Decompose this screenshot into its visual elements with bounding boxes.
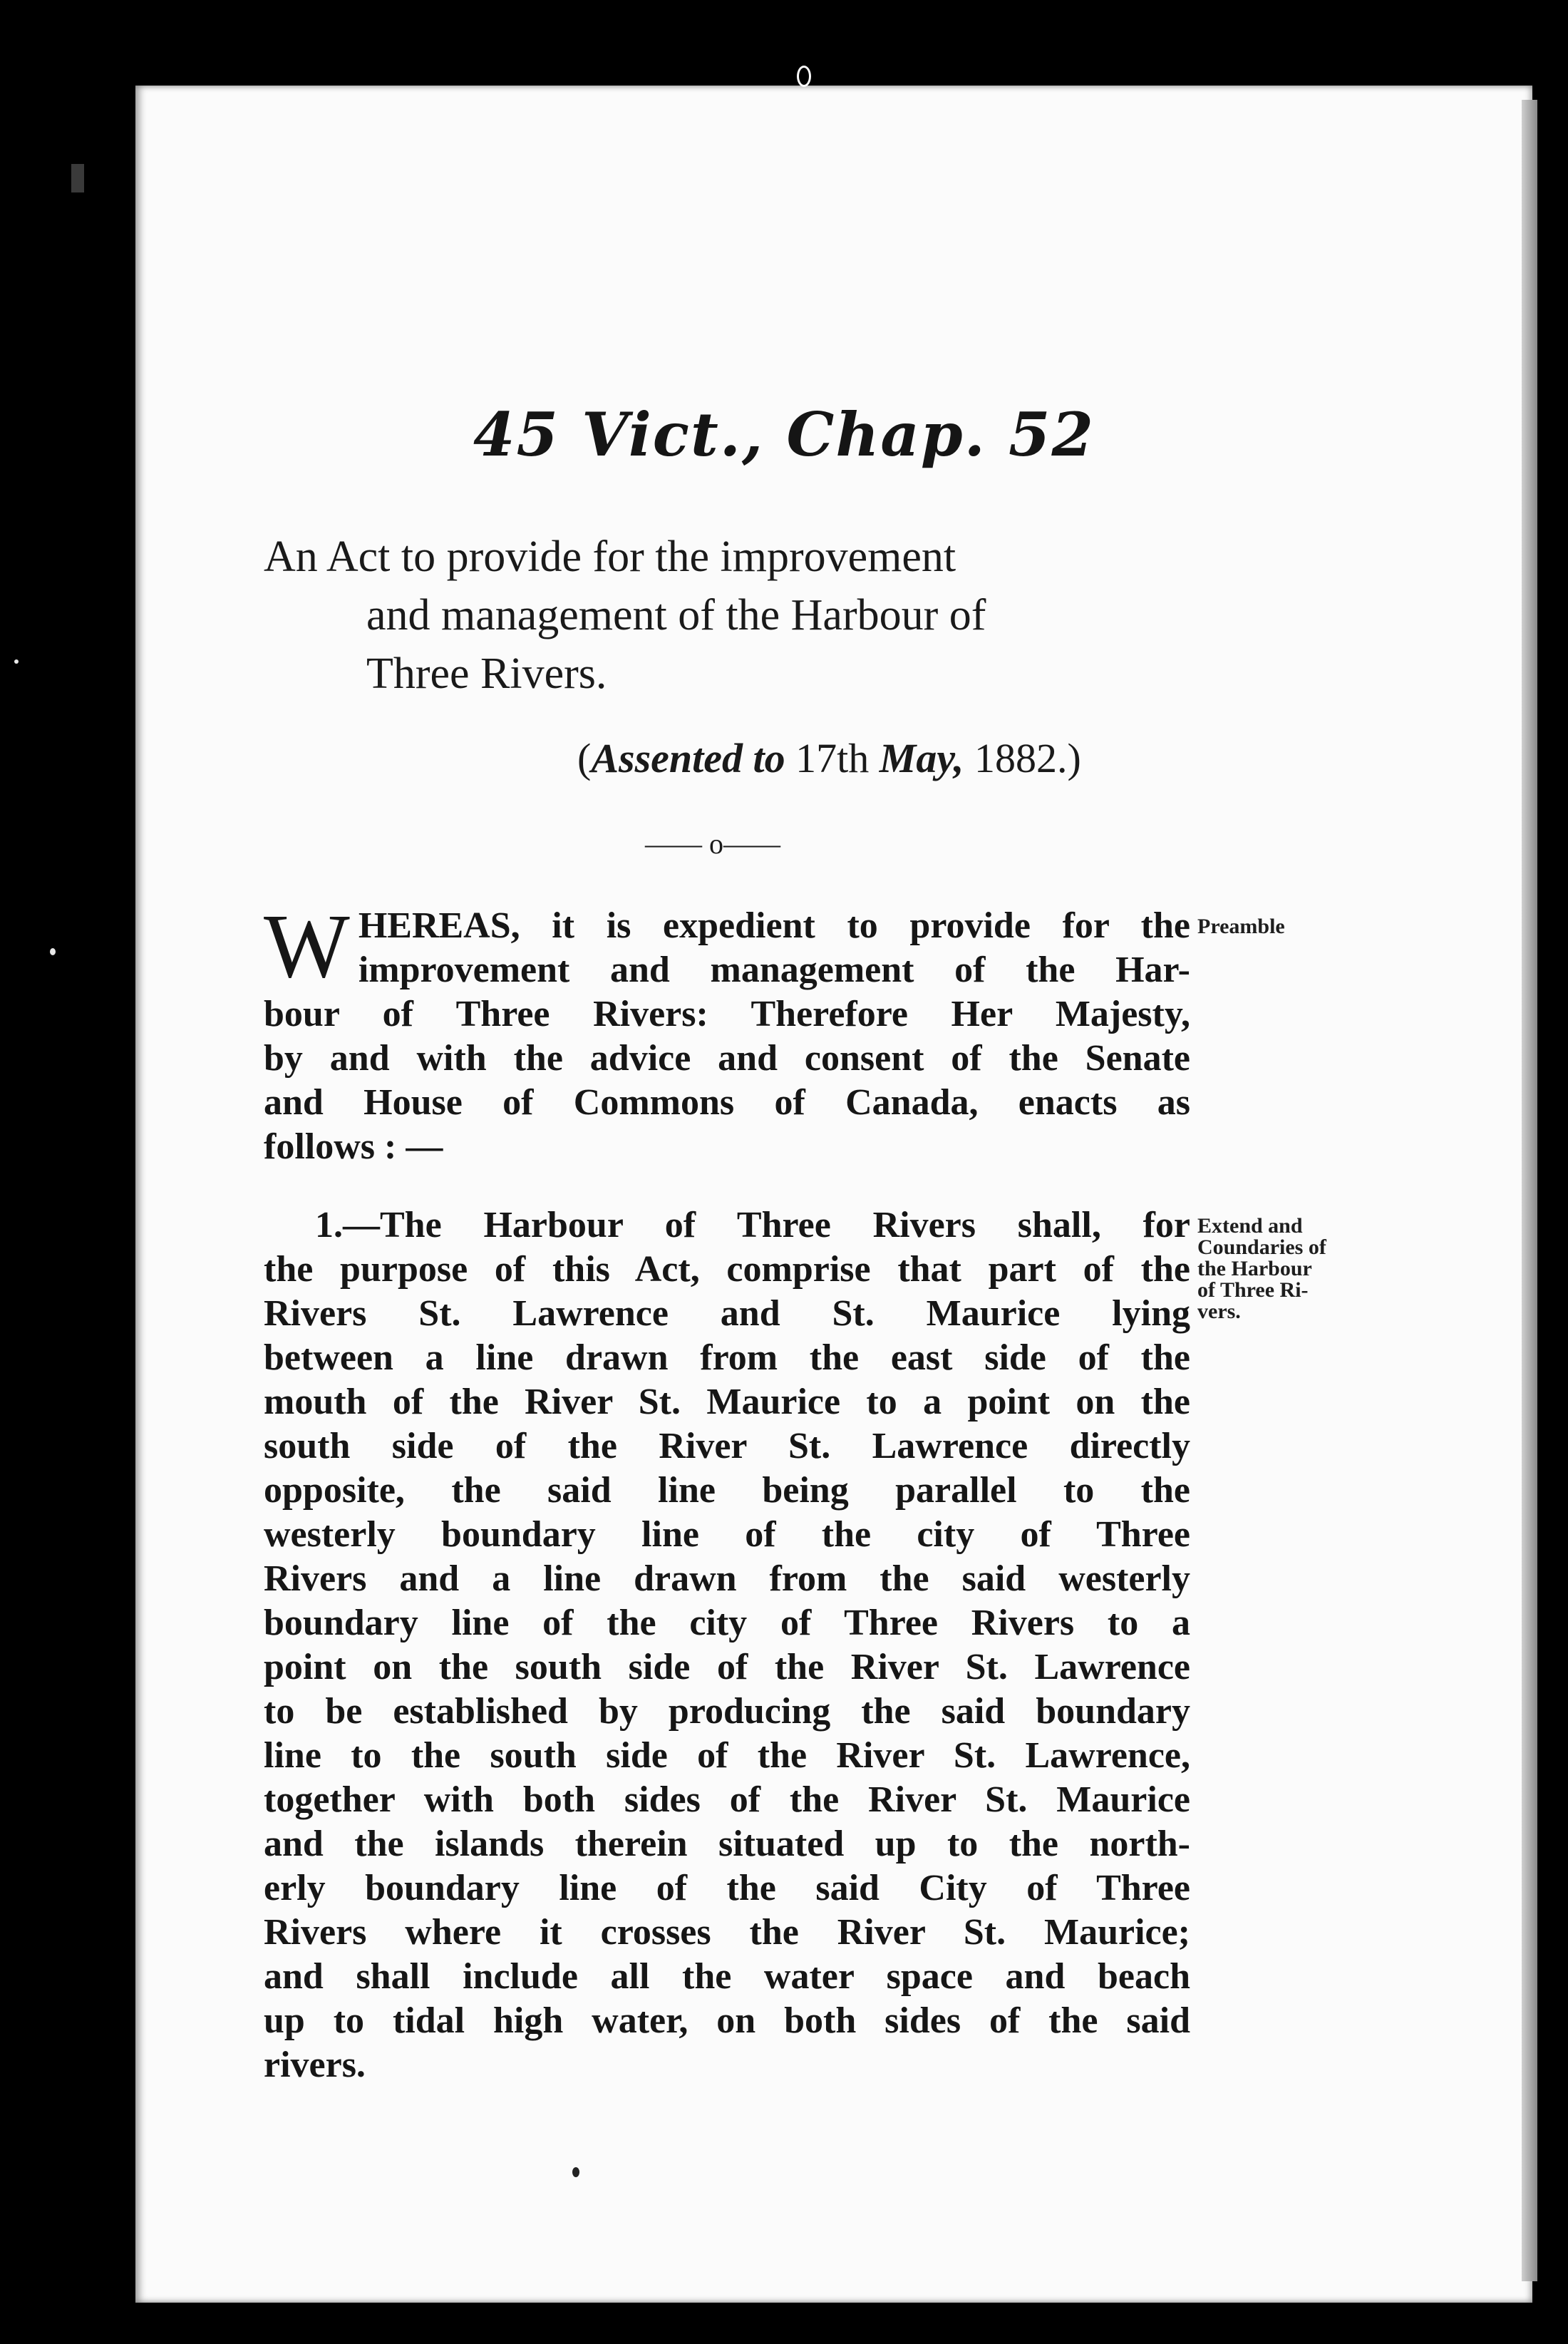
act-title-line: and management of the Harbour of [366,591,986,639]
drop-cap: W [264,895,350,997]
section-line: Rivers where it crosses the River St. Maurice; [264,1912,1190,1953]
margin-note-preamble: Preamble [1197,915,1285,938]
scan-speck [50,948,56,955]
assent-date [577,734,1081,782]
section-line: Rivers St. Lawrence and St. Maurice lying [264,1293,1190,1334]
margin-note-line: vers. [1197,1300,1241,1323]
act-title-line: Three Rivers. [366,649,607,698]
preamble-paragraph [264,895,1190,1169]
preamble-line: and House of Commons of Canada, enacts as [264,1082,1190,1123]
margin-note-line: Extend and [1197,1214,1303,1238]
preamble-line: bour of Three Rivers: Therefore Her Majesty, [264,994,1190,1034]
section-line: and the islands therein situated up to the north- [264,1824,1190,1864]
section-divider: —— o—— [645,828,780,860]
assent-label: Assented to [591,735,785,781]
preamble-line: improvement and management of the Har- [358,950,1190,990]
section-line: Rivers and a line drawn from the said westerly [264,1558,1190,1599]
assent-month: May, [879,735,964,781]
assent-open: ( [577,735,592,781]
section-line: line to the south side of the River St. Lawrence, [264,1735,1190,1776]
section-line: between a line drawn from the east side of the [264,1337,1190,1378]
margin-note-line: of Three Ri- [1197,1278,1309,1302]
preamble-line: follows : — [264,1126,443,1167]
act-title [264,528,1219,703]
section-line: together with both sides of the River St. Maurice [264,1779,1190,1820]
footer-dot [572,2167,579,2177]
section-line: rivers. [264,2045,366,2085]
section-line: south side of the River St. Lawrence directly [264,1426,1190,1466]
scan-speck [14,659,19,664]
section-line: point on the south side of the River St. Lawrence [264,1647,1190,1687]
section-line: westerly boundary line of the city of Three [264,1514,1190,1555]
section-line: the purpose of this Act, comprise that part of the [264,1249,1190,1290]
margin-note-line: Coundaries of [1197,1235,1326,1259]
section-line: and shall include all the water space and beach [264,1956,1190,1997]
section-line: opposite, the said line being parallel to the [264,1470,1190,1511]
act-title-line: An Act to provide for the improvement [264,533,956,581]
section-line: up to tidal high water, on both sides of the said [264,2000,1190,2041]
preamble-line: by and with the advice and consent of the Senate [264,1038,1190,1079]
margin-note-line: the Harbour [1197,1257,1312,1280]
binding-mark [71,164,84,192]
preamble-line: HEREAS, it is expedient to provide for the [358,905,1190,946]
section-line: boundary line of the city of Three Rivers to a [264,1603,1190,1643]
assent-day: 17th [795,735,870,781]
margin-note-extent [1197,1215,1326,1322]
assent-year: 1882.) [974,735,1081,781]
section-line: mouth of the River St. Maurice to a point on the [264,1382,1190,1422]
section-1-paragraph [264,1203,1190,2087]
section-line: erly boundary line of the said City of Three [264,1868,1190,1908]
scan-artifact-mark [797,66,811,87]
chapter-heading: 45 Vict., Chap. 52 [473,399,1095,470]
section-line: 1.—The Harbour of Three Rivers shall, for [315,1205,1190,1245]
section-line: to be established by producing the said boundary [264,1691,1190,1732]
